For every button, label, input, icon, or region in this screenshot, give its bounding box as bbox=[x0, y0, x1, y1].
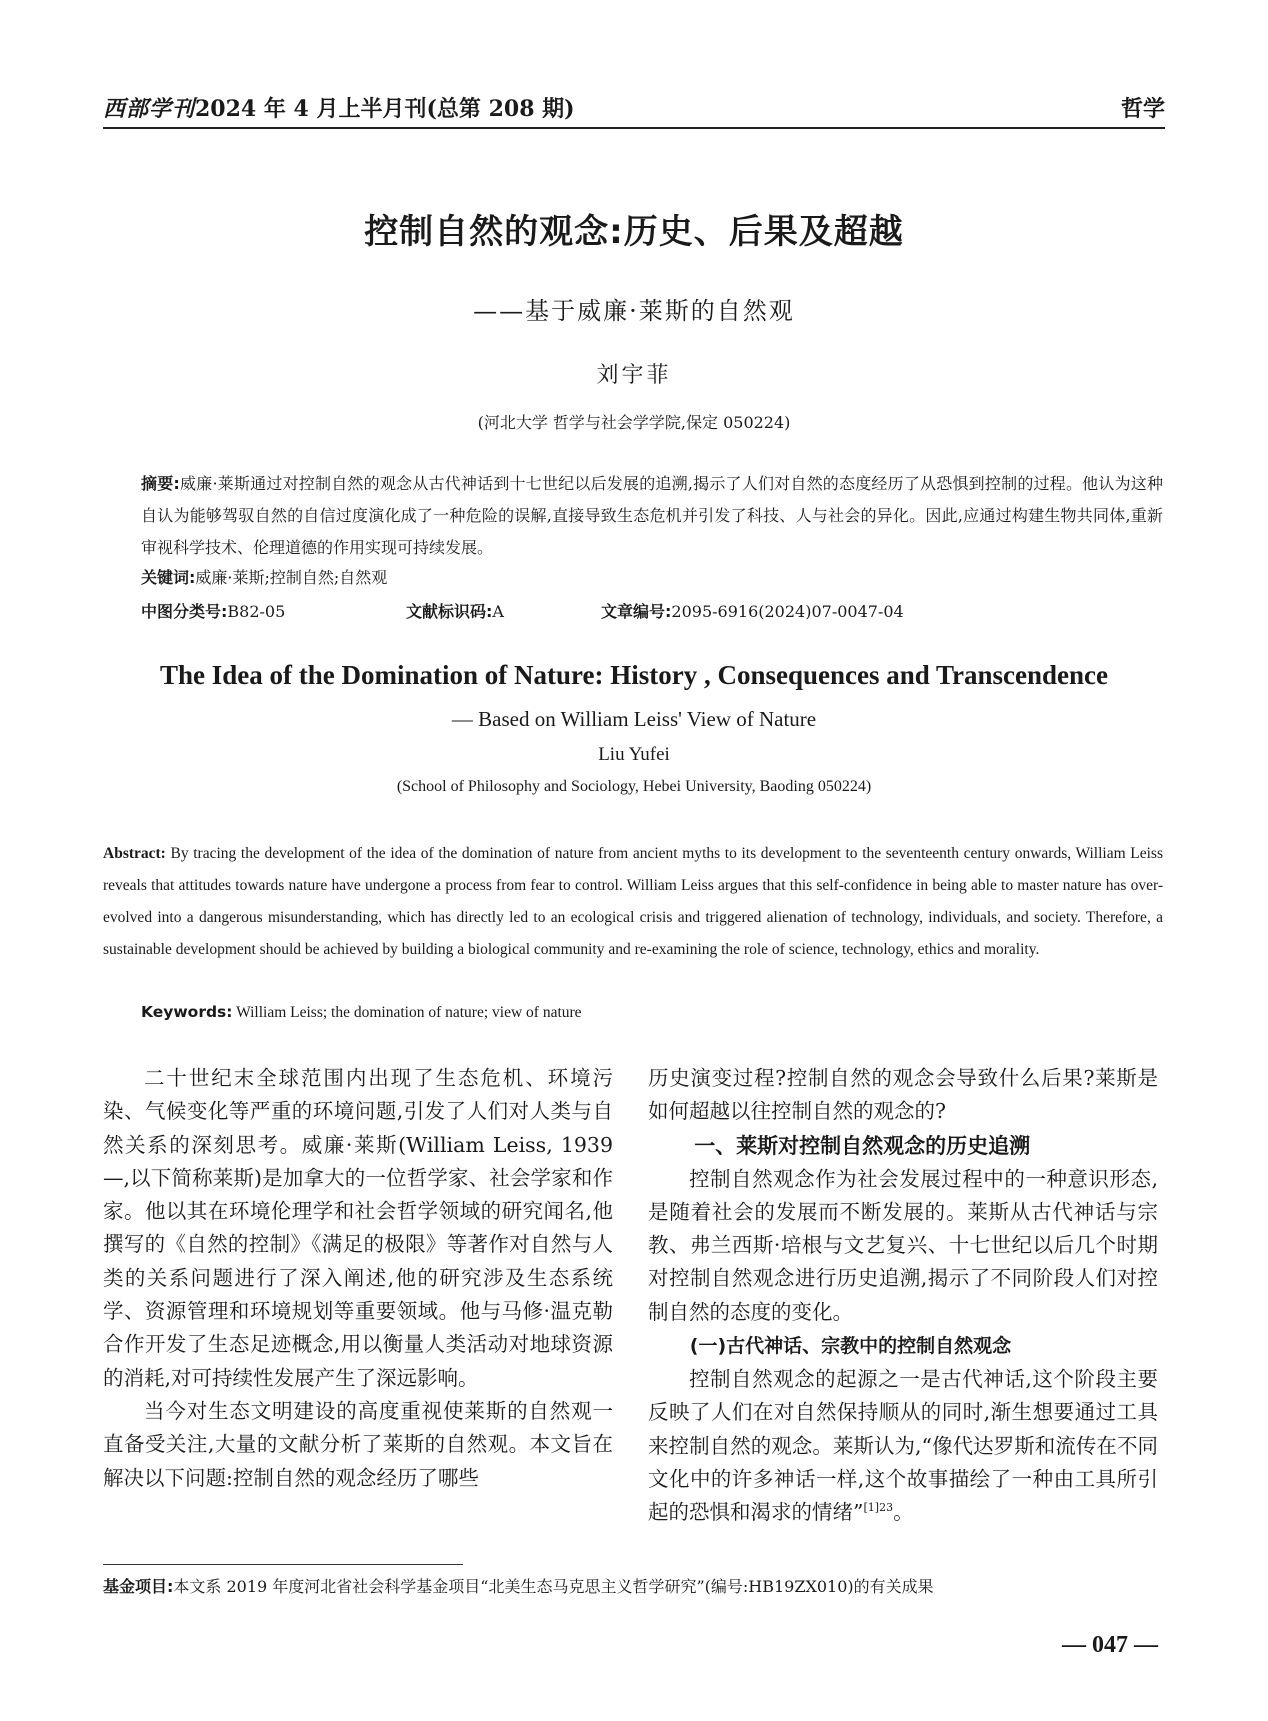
author-cn: 刘宇菲 bbox=[596, 363, 672, 388]
keywords-en-text: William Leiss; the domination of nature; view of nature bbox=[232, 1004, 582, 1021]
abstract-cn bbox=[141, 468, 1163, 564]
affiliation-en: (School of Philosophy and Sociology, Hebei University, Baoding 050224) bbox=[396, 778, 872, 795]
section-heading: 一、莱斯对控制自然观念的历史追溯 bbox=[694, 1133, 1031, 1158]
body-column-right bbox=[648, 1062, 1158, 1530]
citation: [1]23 bbox=[863, 1501, 894, 1515]
article-number: 文章编号:2095-6916(2024)07-0047-04 bbox=[601, 602, 904, 621]
doc-code: 文献标识码:A bbox=[406, 602, 504, 621]
page-number: — 047 — bbox=[1062, 1632, 1158, 1658]
clc-number: 中图分类号:B82-05 bbox=[141, 602, 286, 621]
footnote-rule bbox=[103, 1564, 463, 1565]
keywords-en bbox=[141, 998, 1163, 1027]
subtitle-en: — Based on William Leiss' View of Nature bbox=[451, 707, 817, 731]
article-meta bbox=[141, 598, 1163, 626]
keywords-en-label: Keywords: bbox=[141, 1003, 233, 1021]
journal-logo: 西部学刊 bbox=[103, 96, 196, 122]
keywords-cn bbox=[141, 564, 1163, 592]
header-rule bbox=[103, 127, 1165, 129]
abstract-cn-label: 摘要: bbox=[141, 474, 180, 493]
footnote bbox=[103, 1574, 1163, 1600]
keywords-cn-label: 关键词: bbox=[141, 568, 196, 587]
keywords-cn-text: 威廉·莱斯;控制自然;自然观 bbox=[195, 568, 388, 587]
body-paragraph: 二十世纪末全球范围内出现了生态危机、环境污染、气候变化等严重的环境问题,引发了人们对人类与自然关系的深刻思考。威廉·莱斯(William Leiss, 1939—,以下简称莱斯)是加拿大的一位哲学家、社会学家和作家。他以其在环境伦理学和社会哲学领域的研究闻名,他撰写的《自然的控制》《满足的极限》等著作对自然与人类的关系问题进行了深入阐述,他的研究涉及生态系统学、资源管理和环境规划等重要领域。他与马修·温克勒合作开发了生态足迹概念,用以衡量人类活动对地球资源的消耗,对可持续性发展产生了深远影响。 bbox=[103, 1066, 613, 1390]
abstract-en-text: By tracing the development of the idea of the domination of nature from ancient myths to its development to the seventeenth century onwards, William Leiss reveals that attitudes towards nature have undergone a process from fear to control. William Leiss argues that this self-confidence in being able to master nature has over-evolved into a dangerous misunderstanding, which has directly led to an ecological crisis and triggered alienation of technology, individuals, and society. Therefore, a sustainable development should be achieved by building a biological community and re-examining the role of science, technology, ethics and morality. bbox=[103, 845, 1163, 958]
abstract-cn-text: 威廉·莱斯通过对控制自然的观念从古代神话到十七世纪以后发展的追溯,揭示了人们对自然的态度经历了从恐惧到控制的过程。他认为这种自认为能够驾驭自然的自信过度演化成了一种危险的误解,直接导致生态危机并引发了科技、人与社会的异化。因此,应通过构建生物共同体,重新审视科学技术、伦理道德的作用实现可持续发展。 bbox=[141, 474, 1163, 557]
body-paragraph: 控制自然观念的起源之一是古代神话,这个阶段主要反映了人们在对自然保持顺从的同时,渐生想要通过工具来控制自然的观念。莱斯认为,“像代达罗斯和流传在不同文化中的许多神话一样,这个故事描绘了一种由工具所引起的恐惧和渴求的情绪”$^{[1]23}$。 bbox=[648, 1367, 1158, 1525]
running-header bbox=[103, 88, 1165, 128]
subsection-heading: (一)古代神话、宗教中的控制自然观念 bbox=[689, 1335, 1012, 1358]
journal-issue: 2024 年 4 月上半月刊(总第 208 期) bbox=[195, 96, 575, 122]
body-column-left bbox=[103, 1062, 613, 1495]
abstract-en bbox=[103, 838, 1163, 966]
abstract-en-label: Abstract: bbox=[103, 845, 166, 862]
title-en: The Idea of the Domination of Nature: History , Consequences and Transcendence bbox=[159, 660, 1108, 690]
author-en: Liu Yufei bbox=[598, 744, 670, 765]
footnote-text: 本文系 2019 年度河北省社会科学基金项目“北美生态马克思主义哲学研究”(编号:HB19ZX010)的有关成果 bbox=[173, 1577, 934, 1596]
affiliation-cn: (河北大学 哲学与社会学学院,保定 050224) bbox=[477, 413, 791, 432]
footnote-label: 基金项目: bbox=[103, 1577, 174, 1596]
title-cn: 控制自然的观念:历史、后果及超越 bbox=[364, 212, 904, 252]
section-tag: 哲学 bbox=[1120, 96, 1165, 122]
body-paragraph: 历史演变过程?控制自然的观念会导致什么后果?莱斯是如何超越以往控制自然的观念的? bbox=[648, 1066, 1158, 1124]
subtitle-cn: ——基于威廉·莱斯的自然观 bbox=[473, 297, 795, 325]
body-paragraph: 控制自然观念作为社会发展过程中的一种意识形态,是随着社会的发展而不断发展的。莱斯从古代神话与宗教、弗兰西斯·培根与文艺复兴、十七世纪以后几个时期对控制自然观念进行历史追溯,揭示了不同阶段人们对控制自然的态度的变化。 bbox=[648, 1166, 1158, 1324]
body-paragraph: 当今对生态文明建设的高度重视使莱斯的自然观一直备受关注,大量的文献分析了莱斯的自然观。本文旨在解决以下问题:控制自然的观念经历了哪些 bbox=[103, 1398, 613, 1490]
